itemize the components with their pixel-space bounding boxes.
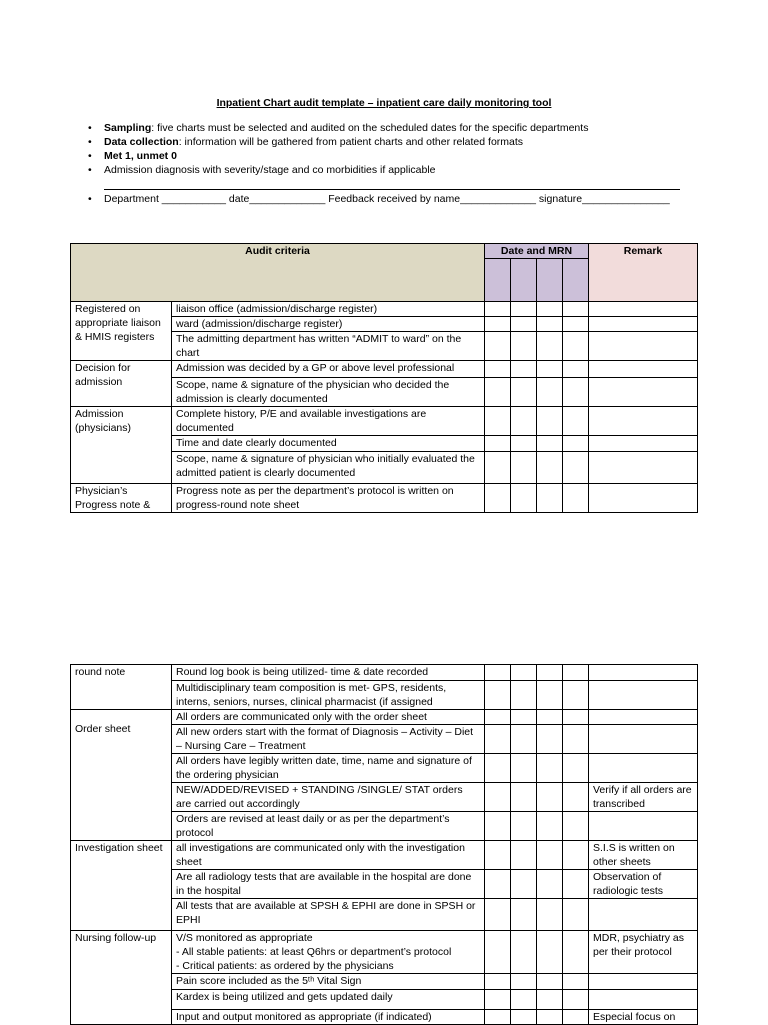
score-cell[interactable] [511,754,537,783]
score-cell[interactable] [511,931,537,974]
score-cell[interactable] [511,332,537,361]
score-cell[interactable] [537,484,563,513]
score-cell[interactable] [537,710,563,725]
score-cell[interactable] [511,710,537,725]
criteria-cell: All orders have legibly written date, time, name and signature of the ordering physician [172,754,485,783]
score-cell[interactable] [485,484,511,513]
score-cell[interactable] [485,812,511,841]
score-cell[interactable] [485,681,511,710]
criteria-cell: Complete history, P/E and available investigations are documented [172,407,485,436]
criteria-cell: Kardex is being utilized and gets updated daily [172,990,485,1010]
score-cell[interactable] [537,665,563,681]
remark-cell [589,899,698,931]
remark-cell [589,436,698,452]
criteria-cell: Admission was decided by a GP or above level professional [172,361,485,378]
remark-cell [589,484,698,513]
score-cell[interactable] [563,361,589,378]
bullet-sampling: • Sampling: five charts must be selected and audited on the scheduled dates for the specific departments [86,121,696,135]
category-cell: Registered on appropriate liaison & HMIS registers [71,302,172,361]
score-cell[interactable] [511,870,537,899]
score-cell[interactable] [485,317,511,332]
score-cell[interactable] [485,452,511,484]
category-cell: Decision for admission [71,361,172,407]
score-cell[interactable] [485,783,511,812]
score-cell[interactable] [537,725,563,754]
score-cell[interactable] [485,990,511,1010]
score-cell[interactable] [563,436,589,452]
remark-cell [589,974,698,990]
score-cell[interactable] [563,378,589,407]
bullet-admission-diagnosis: • Admission diagnosis with severity/stage and co morbidities if applicable [86,163,696,177]
remark-cell [589,754,698,783]
score-cell[interactable] [511,665,537,681]
score-cell[interactable] [485,665,511,681]
criteria-cell: V/S monitored as appropriate - All stable patients: at least Q6hrs or department’s protocol - Critical patients: as ordered by the physicians [172,931,485,974]
criteria-cell: Orders are revised at least daily or as per the department’s protocol [172,812,485,841]
score-cell[interactable] [485,841,511,870]
score-cell[interactable] [563,754,589,783]
score-cell[interactable] [537,931,563,974]
score-cell[interactable] [563,407,589,436]
criteria-cell: Time and date clearly documented [172,436,485,452]
score-cell[interactable] [563,332,589,361]
remark-cell [589,710,698,725]
criteria-cell: The admitting department has written “ADMIT to ward” on the chart [172,332,485,361]
score-cell[interactable] [511,407,537,436]
score-cell[interactable] [485,710,511,725]
score-cell[interactable] [511,436,537,452]
score-cell[interactable] [537,812,563,841]
score-cell[interactable] [511,361,537,378]
score-cell[interactable] [537,1010,563,1025]
score-cell[interactable] [563,990,589,1010]
score-cell[interactable] [511,452,537,484]
category-cell: Investigation sheet [71,841,172,931]
criteria-cell: Pain score included as the 5ᵗʰ Vital Sign [172,974,485,990]
bullet-scoring: • Met 1, unmet 0 [86,149,696,163]
criteria-cell: Round log book is being utilized- time & date recorded [172,665,485,681]
score-cell[interactable] [537,436,563,452]
score-cell[interactable] [485,332,511,361]
score-cell[interactable] [485,407,511,436]
score-cell[interactable] [537,407,563,436]
score-cell[interactable] [563,317,589,332]
remark-cell [589,812,698,841]
criteria-cell: all investigations are communicated only with the investigation sheet [172,841,485,870]
criteria-cell: All orders are communicated only with the order sheet [172,710,485,725]
criteria-cell: Are all radiology tests that are available in the hospital are done in the hospital [172,870,485,899]
score-cell[interactable] [563,681,589,710]
score-cell[interactable] [485,361,511,378]
score-cell[interactable] [511,681,537,710]
score-cell[interactable] [511,974,537,990]
score-cell[interactable] [511,725,537,754]
score-cell[interactable] [485,1010,511,1025]
remark-cell: Especial focus on [589,1010,698,1025]
score-cell[interactable] [485,378,511,407]
remark-cell: Observation of radiologic tests [589,870,698,899]
score-cell[interactable] [537,378,563,407]
score-cell[interactable] [537,681,563,710]
remark-cell [589,665,698,681]
score-cell[interactable] [537,899,563,931]
category-cell: Physician’s Progress note & [71,484,172,513]
criteria-cell: All tests that are available at SPSH & EPHI are done in SPSH or EPHI [172,899,485,931]
score-cell[interactable] [511,990,537,1010]
score-cell[interactable] [563,452,589,484]
score-cell[interactable] [537,974,563,990]
date-mrn-header: Date and MRN [485,244,589,259]
score-cell[interactable] [537,361,563,378]
bullet-data-collection: • Data collection: information will be gathered from patient charts and other related formats [86,135,696,149]
remark-cell: MDR, psychiatry as per their protocol [589,931,698,974]
score-cell[interactable] [537,754,563,783]
score-cell[interactable] [563,841,589,870]
score-cell[interactable] [485,754,511,783]
score-cell[interactable] [563,899,589,931]
criteria-cell: Multidisciplinary team composition is met- GPS, residents, interns, seniors, nurses, clinical pharmacist (if assigned [172,681,485,710]
score-cell[interactable] [563,710,589,725]
category-cell: Admission (physicians) [71,407,172,484]
score-cell[interactable] [563,725,589,754]
mrn-cell[interactable] [563,259,589,302]
remark-cell [589,317,698,332]
mrn-cell[interactable] [537,259,563,302]
remark-cell: Verify if all orders are transcribed [589,783,698,812]
criteria-cell: Progress note as per the department’s protocol is written on progress-round note sheet [172,484,485,513]
score-cell[interactable] [485,974,511,990]
score-cell[interactable] [511,317,537,332]
remark-header: Remark [589,244,698,302]
score-cell[interactable] [511,484,537,513]
score-cell[interactable] [537,332,563,361]
mrn-cell[interactable] [485,259,511,302]
score-cell[interactable] [485,725,511,754]
score-cell[interactable] [537,783,563,812]
remark-cell [589,681,698,710]
score-cell[interactable] [563,812,589,841]
remark-cell [589,407,698,436]
score-cell[interactable] [485,302,511,317]
score-cell[interactable] [511,841,537,870]
score-cell[interactable] [537,302,563,317]
score-cell[interactable] [563,931,589,974]
remark-cell [589,302,698,317]
remark-cell [589,452,698,484]
score-cell[interactable] [537,452,563,484]
remark-cell [589,361,698,378]
score-cell[interactable] [511,302,537,317]
score-cell[interactable] [563,783,589,812]
score-cell[interactable] [485,899,511,931]
document-title: Inpatient Chart audit template – inpatient care daily monitoring tool [216,97,552,109]
remark-cell: S.I.S is written on other sheets [589,841,698,870]
score-cell[interactable] [485,931,511,974]
score-cell[interactable] [537,317,563,332]
score-cell[interactable] [563,665,589,681]
criteria-cell: liaison office (admission/discharge register) [172,302,485,317]
score-cell[interactable] [511,812,537,841]
score-cell[interactable] [537,990,563,1010]
remark-cell [589,725,698,754]
remark-cell [589,378,698,407]
remark-cell [589,990,698,1010]
score-cell[interactable] [563,302,589,317]
score-cell[interactable] [563,1010,589,1025]
score-cell[interactable] [537,870,563,899]
category-cell: Order sheet [71,710,172,841]
score-cell[interactable] [485,436,511,452]
score-cell[interactable] [511,378,537,407]
score-cell[interactable] [511,783,537,812]
audit-table-page-2 [70,664,698,1025]
remark-cell [589,332,698,361]
audit-table-page-1 [70,243,698,513]
score-cell[interactable] [511,899,537,931]
score-cell[interactable] [563,870,589,899]
department-signature-line: • Department ___________ date_____________ Feedback received by name_____________ signature_______________ [86,192,670,206]
criteria-cell: NEW/ADDED/REVISED + STANDING /SINGLE/ STAT orders are carried out accordingly [172,783,485,812]
instruction-list [86,121,696,177]
criteria-cell: Scope, name & signature of the physician who decided the admission is clearly documented [172,378,485,407]
category-cell: round note [71,665,172,710]
criteria-cell: Scope, name & signature of physician who initially evaluated the admitted patient is clearly documented [172,452,485,484]
score-cell[interactable] [563,484,589,513]
blank-fill-line [104,189,680,190]
score-cell[interactable] [511,1010,537,1025]
criteria-cell: All new orders start with the format of Diagnosis – Activity – Diet – Nursing Care – Treatment [172,725,485,754]
category-cell: Nursing follow-up [71,931,172,1025]
score-cell[interactable] [537,841,563,870]
criteria-cell: ward (admission/discharge register) [172,317,485,332]
audit-criteria-header: Audit criteria [71,244,485,302]
score-cell[interactable] [563,974,589,990]
mrn-cell[interactable] [511,259,537,302]
score-cell[interactable] [485,870,511,899]
criteria-cell: Input and output monitored as appropriate (if indicated) [172,1010,485,1025]
